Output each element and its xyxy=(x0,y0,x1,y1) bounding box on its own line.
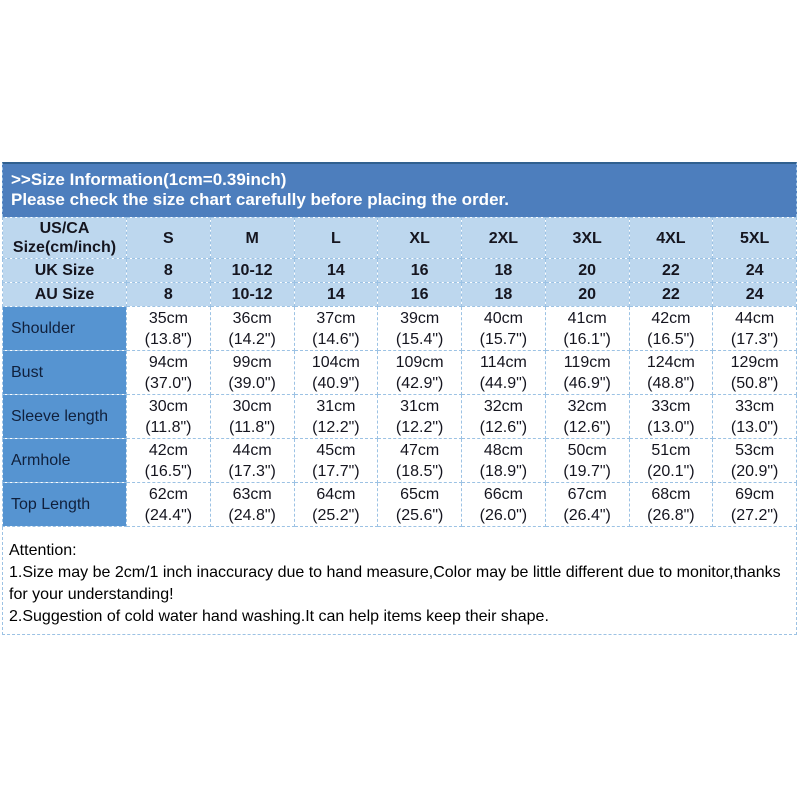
measurement-cell xyxy=(629,351,713,395)
attention-section xyxy=(2,527,797,635)
size-value-cell: 18 xyxy=(462,283,546,307)
measurement-cell xyxy=(629,307,713,351)
measurement-cm-value: 69cm xyxy=(735,485,775,503)
measurement-cell xyxy=(127,439,211,483)
measurement-cm-value: 119cm xyxy=(563,353,611,371)
size-value-cell: 8 xyxy=(127,283,211,307)
size-row xyxy=(3,283,797,307)
measurement-cell xyxy=(210,351,294,395)
measurement-inch-value: (24.8") xyxy=(228,506,276,524)
size-value-cell: 20 xyxy=(545,259,629,283)
measurement-cm-value: 124cm xyxy=(646,353,695,371)
measurement-inch-value: (14.2") xyxy=(228,330,276,348)
measurement-inch-value: (16.5") xyxy=(144,462,193,480)
measurement-cm-value: 63cm xyxy=(232,485,272,503)
size-value-cell: 22 xyxy=(629,283,713,307)
measurement-inch-value: (37.0") xyxy=(144,374,193,392)
measurement-cm-value: 33cm xyxy=(735,397,775,415)
banner xyxy=(2,162,797,217)
measurement-cell xyxy=(127,351,211,395)
measurement-cell xyxy=(210,439,294,483)
size-value-cell: 24 xyxy=(713,283,797,307)
column-header-s: S xyxy=(127,218,211,259)
measurement-cm-value: 62cm xyxy=(148,485,188,503)
measurement-cm-value: 42cm xyxy=(148,441,188,459)
measurement-inch-value: (13.8") xyxy=(144,330,193,348)
measurement-cm-value: 30cm xyxy=(148,397,188,415)
measurement-cell xyxy=(462,395,546,439)
corner-header-line-1: US/CA xyxy=(39,220,90,237)
measurement-cm-value: 47cm xyxy=(400,441,440,459)
measurement-inch-value: (50.8") xyxy=(730,374,779,392)
measurement-row xyxy=(3,439,797,483)
size-table xyxy=(2,217,797,527)
measurement-inch-value: (25.2") xyxy=(312,506,360,524)
measurement-cm-value: 53cm xyxy=(735,441,775,459)
measurement-inch-value: (44.9") xyxy=(479,374,528,392)
measurement-cell xyxy=(545,351,629,395)
measurement-cm-value: 31cm xyxy=(400,397,440,415)
measurement-cm-value: 42cm xyxy=(651,309,691,327)
measurement-cm-value: 30cm xyxy=(232,397,272,415)
header-row xyxy=(3,218,797,259)
measurement-cm-value: 64cm xyxy=(316,485,356,503)
measurement-cm-value: 39cm xyxy=(400,309,440,327)
measurement-inch-value: (17.3") xyxy=(228,462,276,480)
measurement-cm-value: 66cm xyxy=(483,485,523,503)
banner-title: >>Size Information(1cm=0.39inch) xyxy=(11,170,287,189)
attention-note-1: 1.Size may be 2cm/1 inch inaccuracy due to hand measure,Color may be little different due to monitor,thanks for your understanding! xyxy=(9,564,781,603)
measurement-cell xyxy=(462,483,546,527)
measurement-inch-value: (42.9") xyxy=(395,374,444,392)
attention-title: Attention: xyxy=(9,542,77,559)
measurement-cell xyxy=(210,483,294,527)
measurement-cm-value: 48cm xyxy=(483,441,523,459)
measurement-cm-value: 31cm xyxy=(316,397,356,415)
column-header-4xl: 4XL xyxy=(629,218,713,259)
measurement-cm-value: 67cm xyxy=(567,485,607,503)
measurement-cm-value: 68cm xyxy=(651,485,691,503)
measurement-inch-value: (24.4") xyxy=(144,506,193,524)
size-table-body xyxy=(3,259,797,527)
measurement-cell xyxy=(378,351,462,395)
measurement-cell xyxy=(713,395,797,439)
measurement-cell xyxy=(210,395,294,439)
measurement-cell xyxy=(294,483,378,527)
attention-note-2: 2.Suggestion of cold water hand washing.It can help items keep their shape. xyxy=(9,608,549,625)
measurement-cell xyxy=(294,307,378,351)
measurement-inch-value: (39.0") xyxy=(228,374,276,392)
measurement-row-label: Sleeve length xyxy=(3,395,127,439)
measurement-inch-value: (20.1") xyxy=(647,462,695,480)
measurement-cell xyxy=(545,483,629,527)
measurement-cell xyxy=(378,439,462,483)
measurement-cell xyxy=(462,439,546,483)
measurement-row-label: Armhole xyxy=(3,439,127,483)
measurement-cm-value: 32cm xyxy=(483,397,523,415)
column-header-l: L xyxy=(294,218,378,259)
measurement-row xyxy=(3,483,797,527)
column-header-5xl: 5XL xyxy=(713,218,797,259)
measurement-cell xyxy=(294,351,378,395)
corner-header-line-2: Size(cm/inch) xyxy=(12,239,117,256)
measurement-cell xyxy=(378,483,462,527)
measurement-row-label: Top Length xyxy=(3,483,127,527)
measurement-cell xyxy=(378,307,462,351)
measurement-inch-value: (18.9") xyxy=(479,462,528,480)
measurement-row-label: Bust xyxy=(3,351,127,395)
measurement-cell xyxy=(127,395,211,439)
size-value-cell: 16 xyxy=(378,283,462,307)
measurement-inch-value: (25.6") xyxy=(395,506,444,524)
measurement-row xyxy=(3,307,797,351)
measurement-row xyxy=(3,395,797,439)
size-value-cell: 16 xyxy=(378,259,462,283)
measurement-cm-value: 109cm xyxy=(395,353,444,371)
size-row-label: UK Size xyxy=(3,259,127,283)
size-value-cell: 24 xyxy=(713,259,797,283)
measurement-row-label: Shoulder xyxy=(3,307,127,351)
measurement-cell xyxy=(545,307,629,351)
measurement-cm-value: 50cm xyxy=(567,441,607,459)
measurement-cell xyxy=(713,307,797,351)
size-value-cell: 10-12 xyxy=(210,259,294,283)
size-value-cell: 20 xyxy=(545,283,629,307)
measurement-inch-value: (12.2") xyxy=(312,418,360,436)
size-value-cell: 14 xyxy=(294,283,378,307)
measurement-cm-value: 35cm xyxy=(148,309,188,327)
measurement-inch-value: (12.6") xyxy=(563,418,611,436)
measurement-inch-value: (26.0") xyxy=(479,506,528,524)
measurement-cell xyxy=(294,439,378,483)
size-value-cell: 8 xyxy=(127,259,211,283)
measurement-inch-value: (14.6") xyxy=(312,330,360,348)
size-value-cell: 10-12 xyxy=(210,283,294,307)
measurement-cell xyxy=(545,395,629,439)
measurement-inch-value: (16.5") xyxy=(647,330,695,348)
measurement-inch-value: (16.1") xyxy=(563,330,611,348)
measurement-cell xyxy=(629,439,713,483)
measurement-cm-value: 40cm xyxy=(483,309,523,327)
measurement-inch-value: (12.2") xyxy=(395,418,444,436)
measurement-cell xyxy=(210,307,294,351)
size-value-cell: 14 xyxy=(294,259,378,283)
measurement-cm-value: 41cm xyxy=(567,309,607,327)
measurement-cell xyxy=(378,395,462,439)
measurement-cm-value: 114cm xyxy=(479,353,527,371)
measurement-inch-value: (15.4") xyxy=(395,330,444,348)
measurement-inch-value: (13.0") xyxy=(647,418,695,436)
measurement-inch-value: (26.8") xyxy=(647,506,695,524)
measurement-cm-value: 65cm xyxy=(400,485,440,503)
size-table-head xyxy=(3,218,797,259)
measurement-cm-value: 104cm xyxy=(311,353,360,371)
measurement-cell xyxy=(713,351,797,395)
measurement-inch-value: (19.7") xyxy=(563,462,611,480)
measurement-inch-value: (13.0") xyxy=(730,418,779,436)
size-value-cell: 18 xyxy=(462,259,546,283)
measurement-inch-value: (12.6") xyxy=(479,418,528,436)
banner-subtitle: Please check the size chart carefully before placing the order. xyxy=(11,190,509,209)
measurement-cm-value: 44cm xyxy=(735,309,775,327)
column-header-m: M xyxy=(210,218,294,259)
measurement-inch-value: (17.7") xyxy=(312,462,360,480)
measurement-cell xyxy=(127,483,211,527)
measurement-cell xyxy=(713,439,797,483)
measurement-inch-value: (11.8") xyxy=(145,418,192,436)
measurement-inch-value: (27.2") xyxy=(730,506,779,524)
measurement-cm-value: 51cm xyxy=(651,441,691,459)
measurement-cell xyxy=(629,395,713,439)
size-chart-content xyxy=(2,162,797,635)
measurement-cm-value: 36cm xyxy=(232,309,272,327)
measurement-cell xyxy=(713,483,797,527)
measurement-inch-value: (15.7") xyxy=(479,330,528,348)
measurement-cm-value: 94cm xyxy=(148,353,188,371)
measurement-inch-value: (46.9") xyxy=(563,374,611,392)
size-row xyxy=(3,259,797,283)
column-header-3xl: 3XL xyxy=(545,218,629,259)
measurement-inch-value: (18.5") xyxy=(395,462,444,480)
measurement-cell xyxy=(629,483,713,527)
column-header-xl: XL xyxy=(378,218,462,259)
measurement-cm-value: 37cm xyxy=(316,309,356,327)
measurement-inch-value: (17.3") xyxy=(730,330,779,348)
measurement-cell xyxy=(294,395,378,439)
measurement-inch-value: (48.8") xyxy=(647,374,695,392)
measurement-inch-value: (11.8") xyxy=(228,418,276,436)
measurement-cm-value: 45cm xyxy=(316,441,356,459)
measurement-row xyxy=(3,351,797,395)
corner-header xyxy=(3,218,127,259)
measurement-cell xyxy=(545,439,629,483)
measurement-cm-value: 129cm xyxy=(730,353,779,371)
column-header-2xl: 2XL xyxy=(462,218,546,259)
measurement-cm-value: 44cm xyxy=(232,441,272,459)
measurement-cell xyxy=(462,351,546,395)
measurement-cm-value: 33cm xyxy=(651,397,691,415)
measurement-cm-value: 99cm xyxy=(232,353,272,371)
measurement-cell xyxy=(462,307,546,351)
size-row-label: AU Size xyxy=(3,283,127,307)
size-value-cell: 22 xyxy=(629,259,713,283)
measurement-inch-value: (20.9") xyxy=(730,462,779,480)
measurement-cell xyxy=(127,307,211,351)
measurement-cm-value: 32cm xyxy=(567,397,607,415)
measurement-inch-value: (26.4") xyxy=(563,506,611,524)
measurement-inch-value: (40.9") xyxy=(312,374,360,392)
